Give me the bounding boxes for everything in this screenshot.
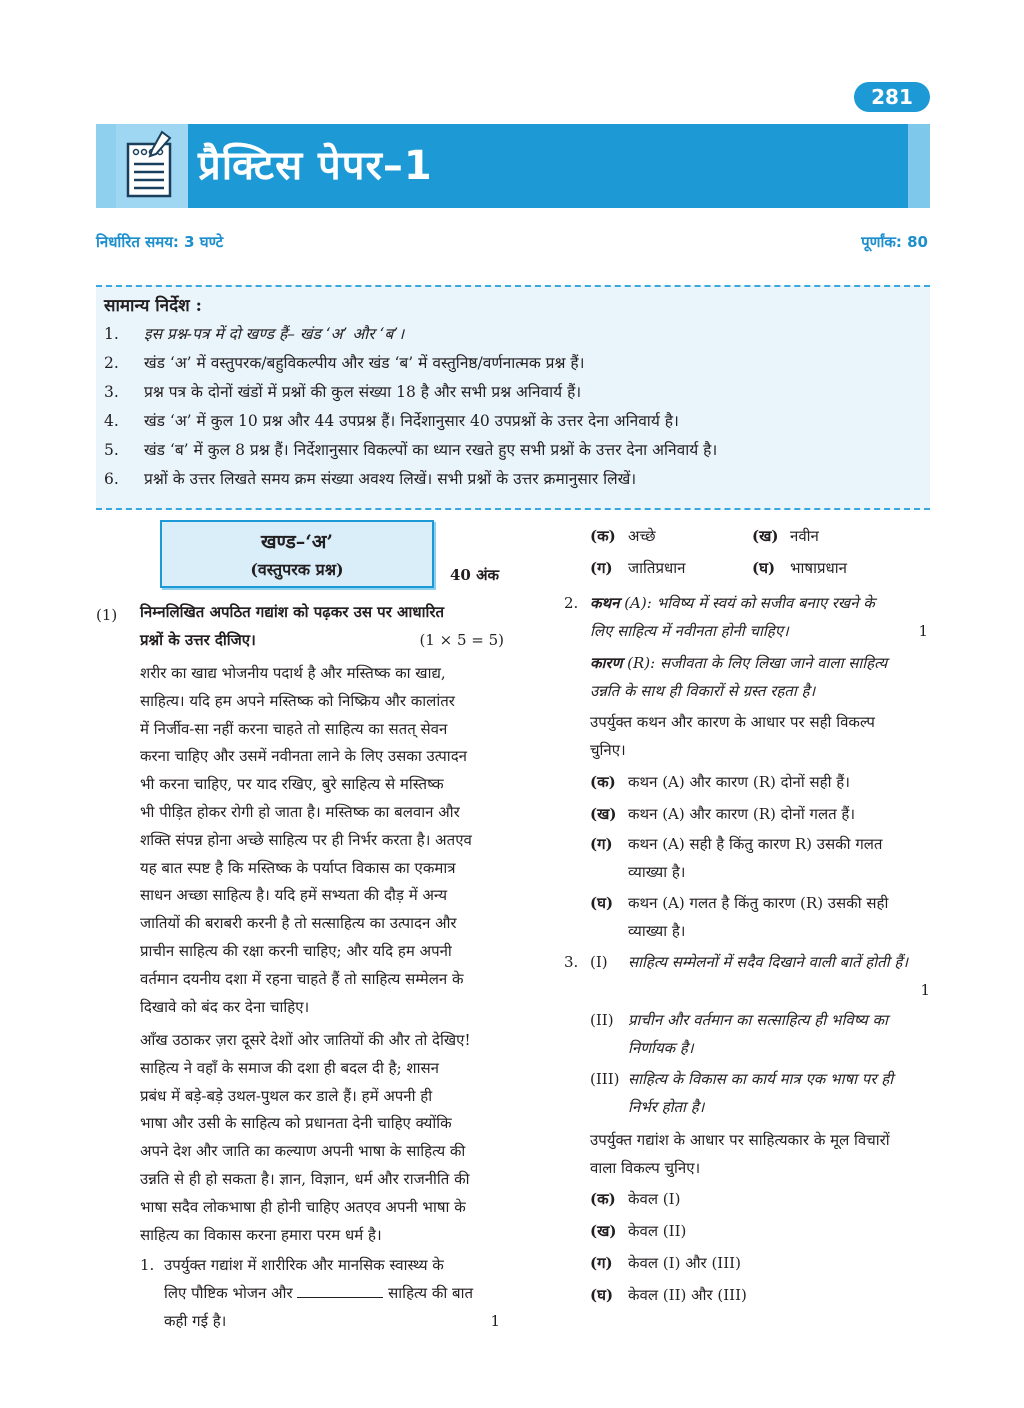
title-banner-strip — [96, 124, 116, 208]
section-title: खण्ड–‘अ’ — [261, 531, 333, 553]
subquestion-mark: 1 — [490, 1311, 500, 1330]
instruction-item: 1. इस प्रश्न-पत्र में दो खण्ड हैं– खंड ‘अ’ और ‘ब’। — [104, 325, 405, 343]
instruction-item: 5. खंड ‘ब’ में कुल 8 प्रश्न हैं। निर्देशानुसार विकल्पों का ध्यान रखते हुए सभी प्रश्नों के उत्तर देना अनिवार्य है। — [104, 441, 718, 459]
question-prompt: निम्नलिखित अपठित गद्यांश को पढ़कर उस पर आधारित प्रश्नों के उत्तर दीजिए। (1 × 5 = 5) — [140, 599, 504, 655]
instruction-item: 6. प्रश्नों के उत्तर लिखते समय क्रम संख्या अवश्य लिखें। सभी प्रश्नों के उत्तर क्रमानुसार लिखें। — [104, 470, 637, 488]
statement-label: (II) — [590, 1011, 614, 1029]
instruction-item: 4. खंड ‘अ’ में कुल 10 प्रश्न और 44 उपप्रश्न हैं। निर्देशानुसार 40 उपप्रश्नों के उत्तर देना अनिवार्य है। — [104, 412, 679, 430]
section-subtitle: (वस्तुपरक प्रश्न) — [250, 560, 344, 579]
option: (ग) केवल (I) और (III) — [590, 1254, 741, 1272]
option: (क) अच्छे — [590, 527, 656, 545]
section-heading-box — [160, 520, 434, 588]
fill-blank — [297, 1283, 383, 1298]
assertion: कथन (A): भविष्य में स्वयं को सजीव बनाए रखने के लिए साहित्य में नवीनता होनी चाहिए। 1 — [590, 590, 930, 646]
question-marks: (1 × 5 = 5) — [419, 630, 504, 649]
question-instruction: उपर्युक्त कथन और कारण के आधार पर सही विकल्प चुनिए। — [590, 713, 875, 759]
question-number: 2. — [564, 594, 579, 612]
time-allowed: निर्धारित समय: 3 घण्टे — [96, 233, 224, 251]
maximum-marks: पूर्णांक: 80 — [861, 233, 928, 251]
question-instruction: उपर्युक्त गद्यांश के आधार पर साहित्यकार के मूल विचारों वाला विकल्प चुनिए। — [590, 1131, 890, 1177]
subquestion-number: 1. — [140, 1256, 155, 1274]
statement-label: (I) — [590, 953, 608, 971]
instruction-item: 2. खंड ‘अ’ में वस्तुपरक/बहुविकल्पीय और खंड ‘ब’ में वस्तुनिष्ठ/वर्णनात्मक प्रश्न हैं। — [104, 354, 585, 372]
title-banner-strip-right — [908, 124, 930, 208]
statement: साहित्य के विकास का कार्य मात्र एक भाषा पर ही निर्भर होता है। — [628, 1070, 894, 1116]
passage-paragraph-1: शरीर का खाद्य भोजनीय पदार्थ है और मस्तिष्क का खाद्य, साहित्य। यदि हम अपने मस्तिष्क को निष्क्रिय और कालांतर में निर्जीव-सा नहीं करना चाहते तो साहित्य का सतत् सेवन करना चाहिए और उसमें नवीनता लाने के लिए उसका उत्पादन भी करना चाहिए, पर याद रखिए, बुरे साहित्य से मस्तिष्क भी पीड़ित होकर रोगी हो जाता है। मस्तिष्क का बलवान और शक्ति संपन्न होना अच्छे साहित्य पर ही निर्भर करता है। अतएव यह बात स्पष्ट है कि मस्तिष्क के पर्याप्त विकास का एकमात्र साधन अच्छा साहित्य है। यदि हमें सभ्यता की दौड़ में अन्य जातियों की बराबरी करनी है तो सत्साहित्य का उत्पादन और प्राचीन साहित्य की रक्षा करनी चाहिए; और यदि हम अपनी वर्तमान दयनीय दशा में रहना चाहते हैं तो साहित्य सम्मेलन के दिखावे को बंद कर देना चाहिए। — [140, 664, 472, 1016]
question-mark: 1 — [920, 980, 930, 999]
option: (ग) जातिप्रधान — [590, 559, 686, 577]
instruction-item: 3. प्रश्न पत्र के दोनों खंडों में प्रश्नों की कुल संख्या 18 है और सभी प्रश्न अनिवार्य हैं। — [104, 383, 582, 401]
reason: कारण (R): सजीवता के लिए लिखा जाने वाला साहित्य उन्नति के साथ ही विकारों से ग्रस्त रहता है। — [590, 654, 888, 700]
option: (घ) भाषाप्रधान — [752, 559, 847, 577]
notepad-icon — [116, 124, 188, 208]
statement-label: (III) — [590, 1070, 620, 1088]
option: (घ) कथन (A) गलत है किंतु कारण (R) उसकी सही व्याख्या है। — [590, 894, 889, 940]
option: (ख) केवल (II) — [590, 1222, 687, 1240]
option: (क) केवल (I) — [590, 1190, 681, 1208]
question-number: 3. — [564, 953, 579, 971]
option: (ख) कथन (A) और कारण (R) दोनों गलत हैं। — [590, 805, 856, 823]
instructions-heading: सामान्य निर्देश : — [104, 296, 202, 316]
option: (घ) केवल (II) और (III) — [590, 1286, 747, 1304]
question-number: (1) — [96, 606, 118, 624]
question-mark: 1 — [918, 621, 928, 640]
statement: प्राचीन और वर्तमान का सत्साहित्य ही भविष्य का निर्णायक है। — [628, 1011, 888, 1057]
statement: साहित्य सम्मेलनों में सदैव दिखाने वाली बातें होती हैं। 1 — [628, 949, 932, 1005]
subquestion-text: उपर्युक्त गद्यांश में शारीरिक और मानसिक स्वास्थ्य के लिए पौष्टिक भोजन और साहित्य की बात कही गई है। 1 — [164, 1252, 504, 1335]
option: (ख) नवीन — [752, 527, 819, 545]
option: (ग) कथन (A) सही है किंतु कारण R) उसकी गलत व्याख्या है। — [590, 835, 883, 881]
section-marks: 40 अंक — [450, 566, 500, 584]
page-title: प्रैक्टिस पेपर–1 — [198, 143, 433, 189]
page-number: 281 — [854, 82, 930, 112]
option: (क) कथन (A) और कारण (R) दोनों सही हैं। — [590, 773, 850, 791]
passage-paragraph-2: आँख उठाकर ज़रा दूसरे देशों ओर जातियों की और तो देखिए! साहित्य ने वहाँ के समाज की दशा ही बदल दी है; शासन प्रबंध में बड़े-बड़े उथल-पुथल कर डाले हैं। हमें अपनी ही भाषा और उसी के साहित्य को प्रधानता देनी चाहिए क्योंकि अपने देश और जाति का कल्याण अपनी भाषा के साहित्य की उन्नति से ही हो सकता है। ज्ञान, विज्ञान, धर्म और राजनीति की भाषा सदैव लोकभाषा ही होनी चाहिए अतएव अपनी भाषा के साहित्य का विकास करना हमारा परम धर्म है। — [140, 1031, 471, 1244]
